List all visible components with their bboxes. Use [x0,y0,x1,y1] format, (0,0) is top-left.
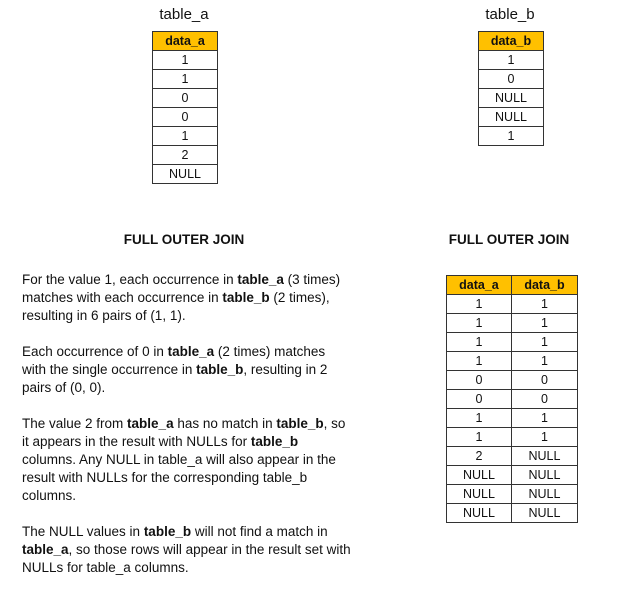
table-row [479,70,544,89]
bold-term: table_a [127,416,174,431]
explanation-paragraph [22,271,352,325]
table-cell: 1 [511,352,577,371]
table-a-title: table_a [159,6,209,23]
table-cell: 2 [153,146,218,165]
table-cell: NULL [511,447,577,466]
table-row [447,295,578,314]
table-cell: 1 [447,314,512,333]
table-cell: 2 [447,447,512,466]
table-cell: NULL [479,108,544,127]
table-cell: NULL [511,466,577,485]
table-b-title: table_b [485,6,535,23]
table-row [447,314,578,333]
text-segment: , resulting in 2 pairs of (0, 0). [22,362,328,395]
table-row [153,51,218,70]
text-segment: (2 times), resulting in 6 pairs of (1, 1). [22,290,330,323]
table-cell: 1 [153,70,218,89]
table-cell: 0 [447,371,512,390]
table-row [447,466,578,485]
bold-term: table_b [250,434,299,449]
text-segment: For the value 1, each occurrence in [22,272,238,287]
explanation-paragraph [22,523,352,577]
text-segment: has no match in [173,416,277,431]
table-cell: 1 [447,409,512,428]
bold-term: table_a [167,344,215,359]
table-cell: NULL [447,485,512,504]
table-row [479,127,544,146]
table-cell: 1 [511,314,577,333]
table-cell: NULL [511,485,577,504]
text-segment: will not find a match in [191,524,328,539]
table-row [447,447,578,466]
text-segment: The value 2 from [22,416,128,431]
table-b-header: data_b [479,32,544,51]
table-cell: 1 [447,352,512,371]
bold-term: table_a [22,542,69,557]
table-cell: 0 [153,89,218,108]
table-row [153,165,218,184]
table-cell: 1 [479,51,544,70]
left-heading: FULL OUTER JOIN [123,232,245,247]
table-cell: 0 [511,371,577,390]
table-row [447,409,578,428]
table-cell: 1 [511,295,577,314]
table-cell: 0 [447,390,512,409]
table-cell: 1 [511,409,577,428]
bold-term: table_b [196,362,244,377]
text-segment: Each occurrence of 0 in [22,344,168,359]
table-row [153,70,218,89]
table-cell: 1 [511,333,577,352]
table-cell: 1 [447,428,512,447]
table-row [479,108,544,127]
result-table [446,275,578,523]
text-segment: The NULL values in [22,524,144,539]
table-cell: 1 [153,127,218,146]
table-cell: 1 [447,295,512,314]
right-heading: FULL OUTER JOIN [448,232,570,247]
table-cell: 0 [153,108,218,127]
table-row [447,333,578,352]
table-cell: NULL [511,504,577,523]
table-cell: 0 [511,390,577,409]
bold-term: table_b [222,290,270,305]
table-row [479,89,544,108]
table-cell: 1 [511,428,577,447]
result-header-a: data_a [447,276,512,295]
explanation-paragraph [22,415,352,505]
table-row [153,108,218,127]
bold-term: table_a [237,272,284,287]
bold-term: table_b [276,416,324,431]
table-row [479,51,544,70]
text-segment: , so it appears in the result with NULLs for [22,416,346,449]
table-row [447,504,578,523]
table-row [447,371,578,390]
table-row [153,127,218,146]
table-row [153,89,218,108]
table-cell: NULL [447,504,512,523]
table-a-header: data_a [153,32,218,51]
table-row [447,352,578,371]
table-row [447,428,578,447]
table-cell: NULL [447,466,512,485]
text-segment: columns. Any NULL in table_a will also appear in the result with NULLs for the corresponding table_b columns. [22,452,336,503]
table-cell: 1 [153,51,218,70]
table-row [447,485,578,504]
text-segment: (2 times) matches with the single occurrence in [22,344,326,377]
table-cell: NULL [479,89,544,108]
text-segment: (3 times) matches with each occurrence in [22,272,341,305]
table-a [152,31,218,184]
explanation-paragraph [22,343,352,397]
bold-term: table_b [143,524,192,539]
result-header-b: data_b [511,276,577,295]
table-b [478,31,544,146]
table-cell: 0 [479,70,544,89]
text-segment: , so those rows will appear in the result set with NULLs for table_a columns. [22,542,351,575]
table-cell: 1 [447,333,512,352]
table-cell: 1 [479,127,544,146]
table-row [447,390,578,409]
table-row [153,146,218,165]
table-cell: NULL [153,165,218,184]
